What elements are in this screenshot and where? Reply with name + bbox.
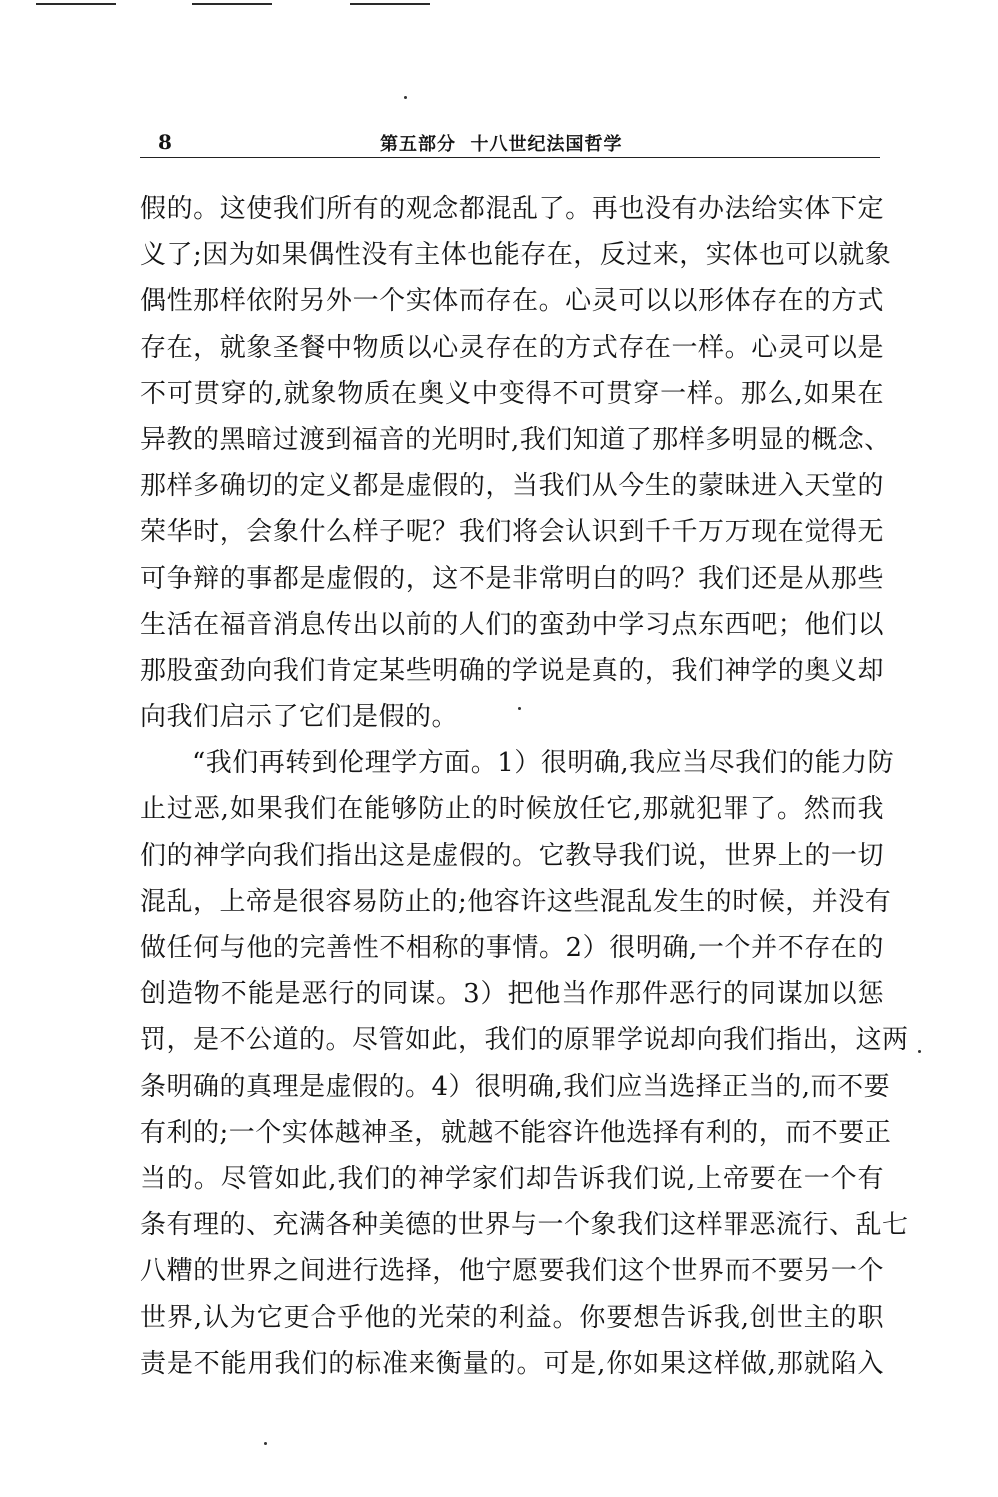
text-line: 止过恶,如果我们在能够防止的时候放任它,那就犯罪了。然而我: [140, 794, 884, 825]
text-line: 罚，是不公道的。尽管如此，我们的原罪学说却向我们指出，这两: [140, 1025, 909, 1056]
paragraph: [140, 186, 892, 740]
text-line: 们的神学向我们指出这是虚假的。它教导我们说，世界上的一切: [140, 840, 884, 871]
text-line: 假的。这使我们所有的观念都混乱了。再也没有办法给实体下定: [140, 194, 884, 224]
text-line: 世界,认为它更合乎他的光荣的利益。你要想告诉我,创世主的职: [140, 1302, 884, 1333]
top-edge-rule-middle: [192, 3, 272, 5]
text-line: 混乱，上帝是很容易防止的;他容许这些混乱发生的时候，并没有: [140, 886, 892, 917]
paragraph: [140, 740, 909, 1387]
text-line: 异教的黑暗过渡到福音的光明时,我们知道了那样多明显的概念、: [140, 424, 891, 455]
scan-speck: [404, 96, 407, 99]
text-line: 生活在福音消息传出以前的人们的蛮劲中学习点东西吧；他们以: [140, 609, 884, 640]
text-line: 有利的;一个实体越神圣，就越不能容许他选择有利的，而不要正: [140, 1117, 892, 1148]
scan-speck: [264, 1442, 267, 1445]
text-line: 那股蛮劲向我们肯定某些明确的学说是真的，我们神学的奥义却: [140, 655, 884, 686]
text-line: 荣华时，会象什么样子呢？我们将会认识到千千万万现在觉得无: [140, 517, 884, 548]
running-title: 第五部分 十八世纪法国哲学: [380, 134, 623, 155]
body-text: [140, 186, 909, 1387]
page-number: 8: [158, 130, 172, 154]
top-edge-rule-right: [350, 3, 430, 5]
text-line: 责是不能用我们的标准来衡量的。可是,你如果这样做,那就陷入: [140, 1348, 884, 1379]
text-line: 创造物不能是恶行的同谋。3）把他当作那件恶行的同谋加以惩: [140, 979, 884, 1010]
text-line: 可争辩的事都是虚假的，这不是非常明白的吗？我们还是从那些: [140, 563, 884, 594]
text-line: 向我们启示了它们是假的。: [140, 702, 459, 733]
text-line: 义了;因为如果偶性没有主体也能存在，反过来，实体也可以就象: [140, 240, 892, 271]
header-rule: [140, 157, 880, 158]
text-line: 条明确的真理是虚假的。4）很明确,我们应当选择正当的,而不要: [140, 1071, 891, 1102]
text-line: 八糟的世界之间进行选择，他宁愿要我们这个世界而不要另一个: [140, 1256, 884, 1287]
text-line: 存在，就象圣餐中物质以心灵存在的方式存在一样。心灵可以是: [140, 332, 884, 363]
scan-speck: [918, 1050, 921, 1053]
text-line: 不可贯穿的,就象物质在奥义中变得不可贯穿一样。那么,如果在: [140, 378, 884, 409]
text-line: 做任何与他的完善性不相称的事情。2）很明确,一个并不存在的: [140, 933, 884, 963]
text-line: “我们再转到伦理学方面。1）很明确,我应当尽我们的能力防: [192, 748, 895, 779]
page-header: [140, 126, 880, 158]
text-line: 条有理的、充满各种美德的世界与一个象我们这样罪恶流行、乱七: [140, 1210, 909, 1241]
top-edge-rule-left: [36, 3, 116, 5]
text-line: 当的。尽管如此,我们的神学家们却告诉我们说,上帝要在一个有: [140, 1163, 884, 1194]
text-line: 偶性那样依附另外一个实体而存在。心灵可以以形体存在的方式: [140, 286, 884, 317]
text-line: 那样多确切的定义都是虚假的，当我们从今生的蒙昧进入天堂的: [140, 471, 884, 502]
